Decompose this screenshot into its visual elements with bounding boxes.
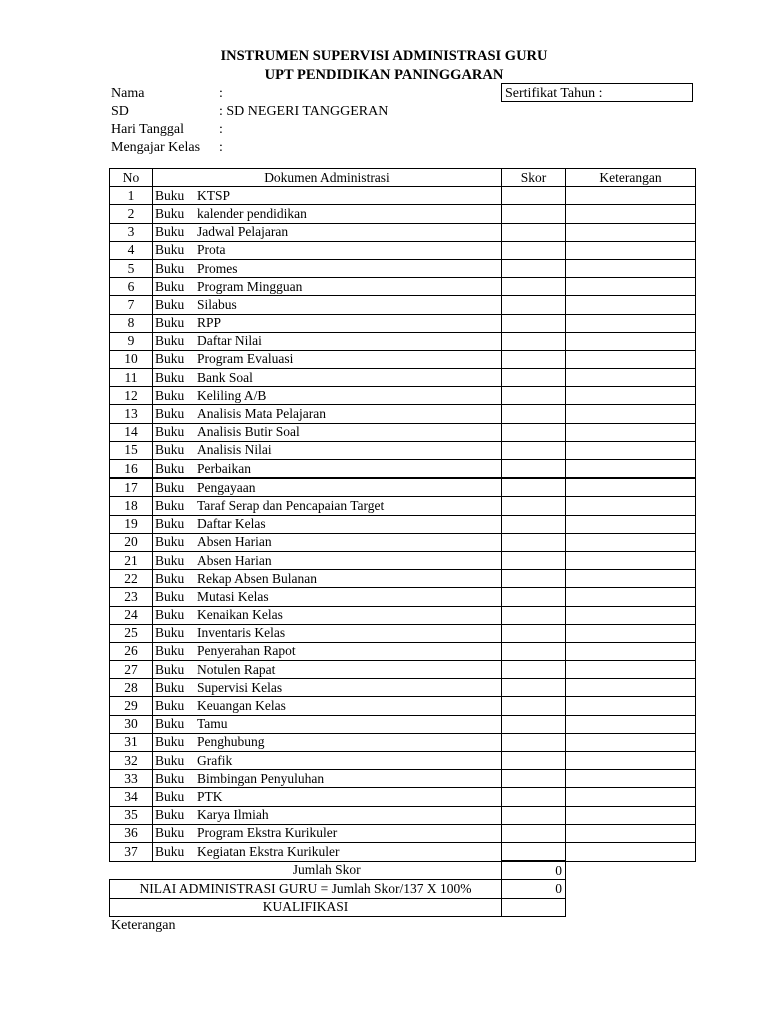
row-number: 33 xyxy=(110,770,153,788)
row-prefix: Buku xyxy=(155,843,185,859)
row-prefix: Buku xyxy=(155,296,185,312)
row-number: 28 xyxy=(110,679,153,697)
row-document-name: Perbaikan xyxy=(197,460,251,476)
table-row xyxy=(110,570,696,588)
row-document xyxy=(153,332,502,350)
row-number: 37 xyxy=(110,842,153,861)
row-keterangan-cell xyxy=(566,697,696,715)
row-document xyxy=(153,570,502,588)
info-value: : xyxy=(219,122,223,137)
table-row xyxy=(110,369,696,387)
row-document xyxy=(153,314,502,332)
summary-row-jumlah-skor xyxy=(110,861,696,880)
row-prefix: Buku xyxy=(155,278,185,294)
row-document xyxy=(153,715,502,733)
row-keterangan-cell xyxy=(566,661,696,679)
row-score-cell xyxy=(502,441,566,459)
info-value: : xyxy=(219,86,223,101)
summary-label: Jumlah Skor xyxy=(292,862,361,878)
row-document xyxy=(153,697,502,715)
row-document xyxy=(153,606,502,624)
row-document xyxy=(153,423,502,441)
row-document-name: Analisis Butir Soal xyxy=(197,424,300,440)
row-document-name: Kenaikan Kelas xyxy=(197,607,283,623)
row-score-cell xyxy=(502,661,566,679)
row-prefix: Buku xyxy=(155,588,185,604)
table-row xyxy=(110,661,696,679)
row-score-cell xyxy=(502,642,566,660)
row-keterangan-cell xyxy=(566,423,696,441)
row-score-cell xyxy=(502,788,566,806)
row-document xyxy=(153,824,502,842)
column-header-keterangan: Keterangan xyxy=(566,169,696,187)
row-document xyxy=(153,259,502,277)
table-row xyxy=(110,314,696,332)
row-prefix: Buku xyxy=(155,369,185,385)
row-score-cell xyxy=(502,515,566,533)
row-prefix: Buku xyxy=(155,260,185,276)
row-document-name: Jadwal Pelajaran xyxy=(197,224,289,240)
row-document-name: Daftar Kelas xyxy=(197,516,266,532)
row-document xyxy=(153,588,502,606)
row-number: 2 xyxy=(110,205,153,223)
row-number: 7 xyxy=(110,296,153,314)
summary-label: KUALIFIKASI xyxy=(110,898,502,916)
row-number: 22 xyxy=(110,570,153,588)
row-number: 36 xyxy=(110,824,153,842)
row-document-name: Prota xyxy=(197,242,226,258)
row-keterangan-cell xyxy=(566,788,696,806)
row-prefix: Buku xyxy=(155,460,185,476)
row-document-name: Analisis Mata Pelajaran xyxy=(197,406,326,422)
row-document xyxy=(153,770,502,788)
table-row xyxy=(110,387,696,405)
row-prefix: Buku xyxy=(155,770,185,786)
row-document xyxy=(153,350,502,368)
table-row xyxy=(110,806,696,824)
row-keterangan-cell xyxy=(566,570,696,588)
row-score-cell xyxy=(502,405,566,423)
row-document xyxy=(153,624,502,642)
row-keterangan-cell xyxy=(566,314,696,332)
row-document-name: Absen Harian xyxy=(197,552,272,568)
table-row xyxy=(110,241,696,259)
table-row xyxy=(110,752,696,770)
row-document-name: Analisis Nilai xyxy=(197,442,272,458)
row-score-cell xyxy=(502,806,566,824)
row-document-name: Program Evaluasi xyxy=(197,351,294,367)
row-document-name: Notulen Rapat xyxy=(197,661,276,677)
summary-label: NILAI ADMINISTRASI GURU = Jumlah Skor/137 X 100% xyxy=(110,880,502,898)
row-document-name: Tamu xyxy=(197,716,228,732)
row-keterangan-cell xyxy=(566,624,696,642)
column-header-dokumen: Dokumen Administrasi xyxy=(153,169,502,187)
row-document-name: Program Mingguan xyxy=(197,278,303,294)
row-keterangan-cell xyxy=(566,332,696,350)
row-keterangan-cell xyxy=(566,223,696,241)
row-number: 8 xyxy=(110,314,153,332)
row-score-cell xyxy=(502,296,566,314)
row-keterangan-cell xyxy=(566,205,696,223)
row-keterangan-cell xyxy=(566,350,696,368)
row-keterangan-cell xyxy=(566,806,696,824)
row-score-cell xyxy=(502,842,566,861)
row-number: 5 xyxy=(110,259,153,277)
row-prefix: Buku xyxy=(155,424,185,440)
row-document xyxy=(153,752,502,770)
row-document-name: Taraf Serap dan Pencapaian Target xyxy=(197,497,385,513)
row-document xyxy=(153,806,502,824)
row-document-name: KTSP xyxy=(197,187,231,203)
row-keterangan-cell xyxy=(566,478,696,497)
row-number: 11 xyxy=(110,369,153,387)
row-document xyxy=(153,187,502,205)
summary-keterangan-cell xyxy=(566,898,696,916)
summary-spacer xyxy=(110,861,153,880)
row-score-cell xyxy=(502,278,566,296)
info-value: : xyxy=(219,140,223,155)
row-number: 17 xyxy=(110,478,153,497)
document-subtitle: UPT PENDIDIKAN PANINGGARAN xyxy=(264,67,504,83)
row-number: 6 xyxy=(110,278,153,296)
row-score-cell xyxy=(502,241,566,259)
table-row xyxy=(110,205,696,223)
summary-value: 0 xyxy=(502,861,566,880)
row-keterangan-cell xyxy=(566,842,696,861)
summary-row-nilai xyxy=(110,880,696,898)
row-number: 26 xyxy=(110,642,153,660)
row-prefix: Buku xyxy=(155,351,185,367)
row-score-cell xyxy=(502,570,566,588)
row-prefix: Buku xyxy=(155,516,185,532)
table-row xyxy=(110,423,696,441)
row-keterangan-cell xyxy=(566,715,696,733)
row-score-cell xyxy=(502,606,566,624)
row-document xyxy=(153,441,502,459)
row-document-name: Program Ekstra Kurikuler xyxy=(197,825,338,841)
row-number: 30 xyxy=(110,715,153,733)
info-label: Mengajar Kelas xyxy=(111,140,201,155)
row-document-name: Keliling A/B xyxy=(197,387,267,403)
table-row xyxy=(110,770,696,788)
table-summary xyxy=(110,861,696,916)
row-number: 21 xyxy=(110,551,153,569)
row-score-cell xyxy=(502,259,566,277)
table-row xyxy=(110,460,696,479)
row-prefix: Buku xyxy=(155,315,185,331)
row-document xyxy=(153,661,502,679)
document-title: INSTRUMEN SUPERVISI ADMINISTRASI GURU xyxy=(220,48,548,64)
row-prefix: Buku xyxy=(155,205,185,221)
row-number: 16 xyxy=(110,460,153,479)
row-document-name: Promes xyxy=(197,260,238,276)
row-document-name: Karya Ilmiah xyxy=(197,807,269,823)
row-prefix: Buku xyxy=(155,661,185,677)
row-document xyxy=(153,788,502,806)
table-row xyxy=(110,551,696,569)
column-header-no: No xyxy=(110,169,153,187)
row-prefix: Buku xyxy=(155,788,185,804)
row-score-cell xyxy=(502,752,566,770)
row-document xyxy=(153,515,502,533)
table-row xyxy=(110,332,696,350)
row-keterangan-cell xyxy=(566,533,696,551)
row-score-cell xyxy=(502,824,566,842)
row-keterangan-cell xyxy=(566,441,696,459)
row-document xyxy=(153,387,502,405)
row-number: 24 xyxy=(110,606,153,624)
row-document xyxy=(153,551,502,569)
row-prefix: Buku xyxy=(155,187,185,203)
row-keterangan-cell xyxy=(566,405,696,423)
row-prefix: Buku xyxy=(155,607,185,623)
row-number: 10 xyxy=(110,350,153,368)
row-document-name: Silabus xyxy=(197,296,237,312)
row-prefix: Buku xyxy=(155,679,185,695)
table-row xyxy=(110,223,696,241)
row-keterangan-cell xyxy=(566,679,696,697)
row-score-cell xyxy=(502,387,566,405)
row-document-name: Kegiatan Ekstra Kurikuler xyxy=(197,843,340,859)
row-keterangan-cell xyxy=(566,588,696,606)
row-prefix: Buku xyxy=(155,333,185,349)
row-prefix: Buku xyxy=(155,224,185,240)
table-row xyxy=(110,405,696,423)
table-row xyxy=(110,788,696,806)
summary-value xyxy=(502,898,566,916)
row-number: 34 xyxy=(110,788,153,806)
summary-value: 0 xyxy=(502,880,566,898)
row-keterangan-cell xyxy=(566,770,696,788)
table-row xyxy=(110,715,696,733)
row-document-name: RPP xyxy=(197,315,222,331)
row-prefix: Buku xyxy=(155,698,185,714)
column-header-skor: Skor xyxy=(502,169,566,187)
row-number: 15 xyxy=(110,441,153,459)
table-row xyxy=(110,187,696,205)
row-document xyxy=(153,497,502,515)
table-row xyxy=(110,642,696,660)
footer-keterangan-label: Keterangan xyxy=(111,918,176,933)
row-number: 19 xyxy=(110,515,153,533)
row-keterangan-cell xyxy=(566,187,696,205)
row-document xyxy=(153,296,502,314)
table-header-row xyxy=(110,169,696,187)
row-prefix: Buku xyxy=(155,734,185,750)
table-row xyxy=(110,624,696,642)
row-keterangan-cell xyxy=(566,460,696,479)
row-document-name: Penyerahan Rapot xyxy=(197,643,296,659)
info-label: SD xyxy=(111,104,129,119)
row-prefix: Buku xyxy=(155,807,185,823)
row-document xyxy=(153,405,502,423)
row-keterangan-cell xyxy=(566,241,696,259)
table-row xyxy=(110,697,696,715)
row-score-cell xyxy=(502,460,566,479)
row-score-cell xyxy=(502,697,566,715)
table-row xyxy=(110,350,696,368)
row-score-cell xyxy=(502,350,566,368)
row-document-name: Inventaris Kelas xyxy=(197,625,286,641)
row-prefix: Buku xyxy=(155,242,185,258)
table-row xyxy=(110,278,696,296)
row-number: 9 xyxy=(110,332,153,350)
row-prefix: Buku xyxy=(155,552,185,568)
row-prefix: Buku xyxy=(155,643,185,659)
row-score-cell xyxy=(502,624,566,642)
row-keterangan-cell xyxy=(566,606,696,624)
row-score-cell xyxy=(502,679,566,697)
row-score-cell xyxy=(502,423,566,441)
row-score-cell xyxy=(502,770,566,788)
info-label: Hari Tanggal xyxy=(111,122,185,137)
row-number: 4 xyxy=(110,241,153,259)
row-prefix: Buku xyxy=(155,570,185,586)
table-row xyxy=(110,515,696,533)
administration-table xyxy=(109,168,696,917)
row-prefix: Buku xyxy=(155,406,185,422)
row-document-name: Absen Harian xyxy=(197,534,272,550)
table-row xyxy=(110,679,696,697)
row-number: 1 xyxy=(110,187,153,205)
row-number: 12 xyxy=(110,387,153,405)
certificate-year-box: Sertifikat Tahun : xyxy=(501,83,693,102)
row-document-name: kalender pendidikan xyxy=(197,205,307,221)
row-number: 3 xyxy=(110,223,153,241)
table-body xyxy=(110,187,696,861)
row-document xyxy=(153,642,502,660)
row-score-cell xyxy=(502,497,566,515)
row-document-name: Penghubung xyxy=(197,734,265,750)
row-score-cell xyxy=(502,187,566,205)
table-row xyxy=(110,606,696,624)
row-score-cell xyxy=(502,533,566,551)
row-document-name: Pengayaan xyxy=(197,479,256,495)
row-score-cell xyxy=(502,478,566,497)
row-keterangan-cell xyxy=(566,387,696,405)
row-prefix: Buku xyxy=(155,825,185,841)
row-score-cell xyxy=(502,551,566,569)
row-document-name: Bank Soal xyxy=(197,369,253,385)
summary-row-kualifikasi xyxy=(110,898,696,916)
row-score-cell xyxy=(502,332,566,350)
row-document xyxy=(153,679,502,697)
row-keterangan-cell xyxy=(566,515,696,533)
row-number: 20 xyxy=(110,533,153,551)
row-keterangan-cell xyxy=(566,278,696,296)
row-score-cell xyxy=(502,223,566,241)
row-number: 25 xyxy=(110,624,153,642)
row-keterangan-cell xyxy=(566,296,696,314)
row-number: 35 xyxy=(110,806,153,824)
row-number: 23 xyxy=(110,588,153,606)
table-row xyxy=(110,497,696,515)
row-document-name: Bimbingan Penyuluhan xyxy=(197,770,325,786)
row-number: 13 xyxy=(110,405,153,423)
row-prefix: Buku xyxy=(155,442,185,458)
table-row xyxy=(110,733,696,751)
row-score-cell xyxy=(502,314,566,332)
row-score-cell xyxy=(502,733,566,751)
row-document xyxy=(153,460,502,479)
table-row xyxy=(110,824,696,842)
row-prefix: Buku xyxy=(155,387,185,403)
row-number: 31 xyxy=(110,733,153,751)
row-document xyxy=(153,478,502,497)
row-prefix: Buku xyxy=(155,534,185,550)
row-document-name: Daftar Nilai xyxy=(197,333,262,349)
row-document-name: Mutasi Kelas xyxy=(197,588,269,604)
row-keterangan-cell xyxy=(566,824,696,842)
summary-keterangan-cell xyxy=(566,880,696,898)
row-document xyxy=(153,369,502,387)
row-document xyxy=(153,842,502,861)
info-label: Nama xyxy=(111,86,145,101)
row-score-cell xyxy=(502,369,566,387)
row-document-name: Rekap Absen Bulanan xyxy=(197,570,317,586)
row-prefix: Buku xyxy=(155,479,185,495)
row-keterangan-cell xyxy=(566,369,696,387)
row-document-name: Supervisi Kelas xyxy=(197,679,283,695)
row-score-cell xyxy=(502,588,566,606)
table-row xyxy=(110,259,696,277)
table-row xyxy=(110,842,696,861)
row-document-name: Keuangan Kelas xyxy=(197,698,286,714)
row-number: 18 xyxy=(110,497,153,515)
table-row xyxy=(110,588,696,606)
row-keterangan-cell xyxy=(566,551,696,569)
row-document xyxy=(153,533,502,551)
row-document-name: Grafik xyxy=(197,752,233,768)
row-document xyxy=(153,278,502,296)
row-document xyxy=(153,733,502,751)
row-keterangan-cell xyxy=(566,259,696,277)
row-number: 27 xyxy=(110,661,153,679)
row-document xyxy=(153,205,502,223)
row-number: 32 xyxy=(110,752,153,770)
row-document xyxy=(153,223,502,241)
row-number: 29 xyxy=(110,697,153,715)
row-number: 14 xyxy=(110,423,153,441)
info-value: : SD NEGERI TANGGERAN xyxy=(219,104,389,119)
row-keterangan-cell xyxy=(566,733,696,751)
row-document-name: PTK xyxy=(197,788,223,804)
row-prefix: Buku xyxy=(155,497,185,513)
summary-keterangan-cell xyxy=(566,861,696,880)
row-keterangan-cell xyxy=(566,642,696,660)
row-score-cell xyxy=(502,715,566,733)
row-document xyxy=(153,241,502,259)
table-row xyxy=(110,296,696,314)
row-score-cell xyxy=(502,205,566,223)
row-prefix: Buku xyxy=(155,752,185,768)
row-keterangan-cell xyxy=(566,497,696,515)
row-prefix: Buku xyxy=(155,625,185,641)
table-row xyxy=(110,533,696,551)
table-row xyxy=(110,478,696,497)
row-keterangan-cell xyxy=(566,752,696,770)
row-prefix: Buku xyxy=(155,716,185,732)
table-row xyxy=(110,441,696,459)
